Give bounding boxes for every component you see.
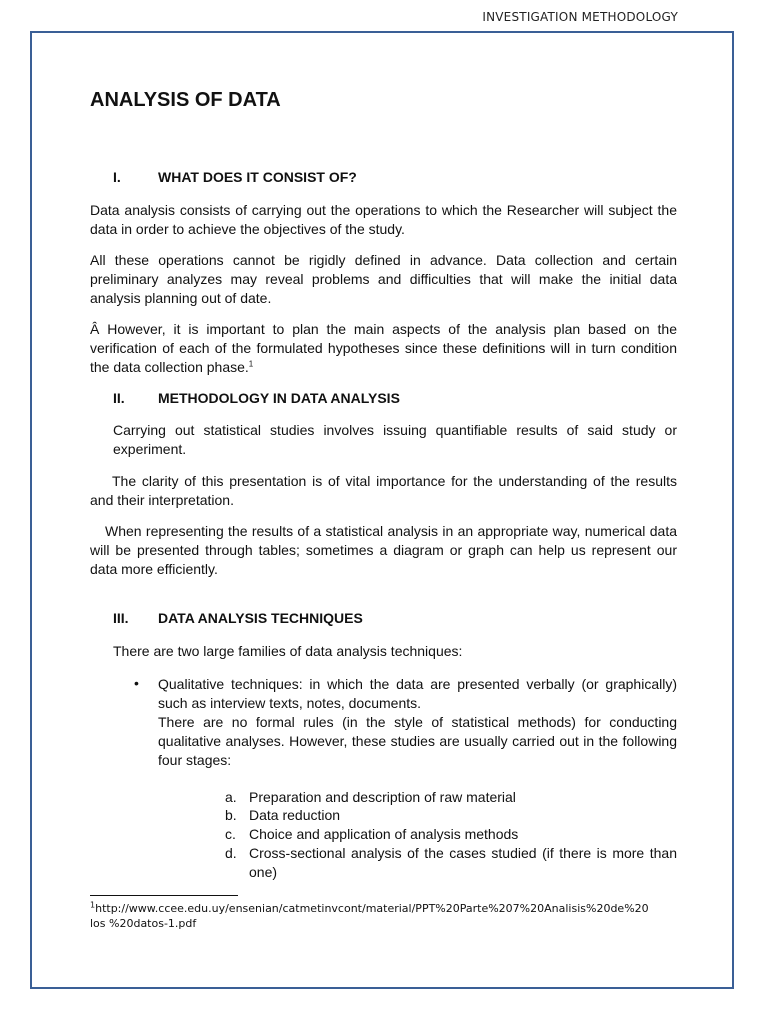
list-item	[158, 675, 677, 770]
section-numeral: III.	[113, 610, 129, 626]
paragraph-text: Â However, it is important to plan the main aspects of the analysis plan based on the verification of each of the formulated hypotheses since these definitions will in turn condition the data collection phase.	[90, 321, 677, 375]
paragraph-with-footnote	[90, 320, 677, 377]
stage-text: Choice and application of analysis methods	[249, 826, 519, 842]
stage-marker: c.	[225, 826, 236, 842]
paragraph: All these operations cannot be rigidly defined in advance. Data collection and certain preliminary analyzes may reveal problems and difficulties that will make the initial data analysis planning out of date.	[90, 252, 677, 306]
section-heading-text: WHAT DOES IT CONSIST OF?	[158, 169, 357, 185]
stage-marker: b.	[225, 807, 237, 823]
footnote	[90, 901, 650, 931]
document-title: ANALYSIS OF DATA	[90, 89, 281, 111]
footnote-reference[interactable]: 1	[248, 359, 254, 369]
paragraph: The clarity of this presentation is of vital importance for the understanding of the results and their interpretation.	[90, 473, 677, 508]
paragraph: When representing the results of a statistical analysis in an appropriate way, numerical data will be presented through tables; sometimes a diagram or graph can help us represent our data more efficiently.	[90, 523, 677, 577]
paragraph: Data analysis consists of carrying out the operations to which the Researcher will subject the data in order to achieve the objectives of the study.	[90, 202, 677, 237]
stage-item	[225, 806, 677, 825]
footnote-link[interactable]: http://www.ccee.edu.uy/ensenian/catmetinvcont/material/PPT%20Parte%207%20Analisis%20de%20los %20datos-1.pdf	[90, 902, 649, 930]
stage-item	[225, 825, 677, 844]
stage-item	[225, 788, 677, 807]
stage-text: Preparation and description of raw material	[249, 789, 516, 805]
section-heading-text: METHODOLOGY IN DATA ANALYSIS	[158, 390, 400, 406]
list-item-text: Qualitative techniques: in which the data are presented verbally (or graphically) such as interview texts, notes, documents.	[158, 676, 677, 711]
section-heading-1	[113, 169, 357, 185]
running-header: INVESTIGATION METHODOLOGY	[482, 10, 678, 24]
stage-marker: a.	[225, 789, 237, 805]
stage-text: Cross-sectional analysis of the cases studied (if there is more than one)	[249, 845, 677, 880]
stage-marker: d.	[225, 845, 237, 861]
section-numeral: I.	[113, 169, 121, 185]
footnote-separator	[90, 895, 238, 896]
list-item-text: There are no formal rules (in the style of statistical methods) for conducting qualitative analyses. However, these studies are usually carried out in the following four stages:	[158, 714, 677, 768]
paragraph: There are two large families of data analysis techniques:	[113, 643, 463, 659]
section-heading-2	[113, 390, 400, 406]
stage-item	[225, 844, 677, 882]
paragraph: Carrying out statistical studies involves issuing quantifiable results of said study or experiment.	[113, 422, 677, 457]
section-heading-3	[113, 610, 363, 626]
stage-text: Data reduction	[249, 807, 341, 823]
section-heading-text: DATA ANALYSIS TECHNIQUES	[158, 610, 363, 626]
footnote-number: 1	[90, 900, 96, 910]
bullet-icon: •	[134, 675, 139, 691]
section-numeral: II.	[113, 390, 125, 406]
